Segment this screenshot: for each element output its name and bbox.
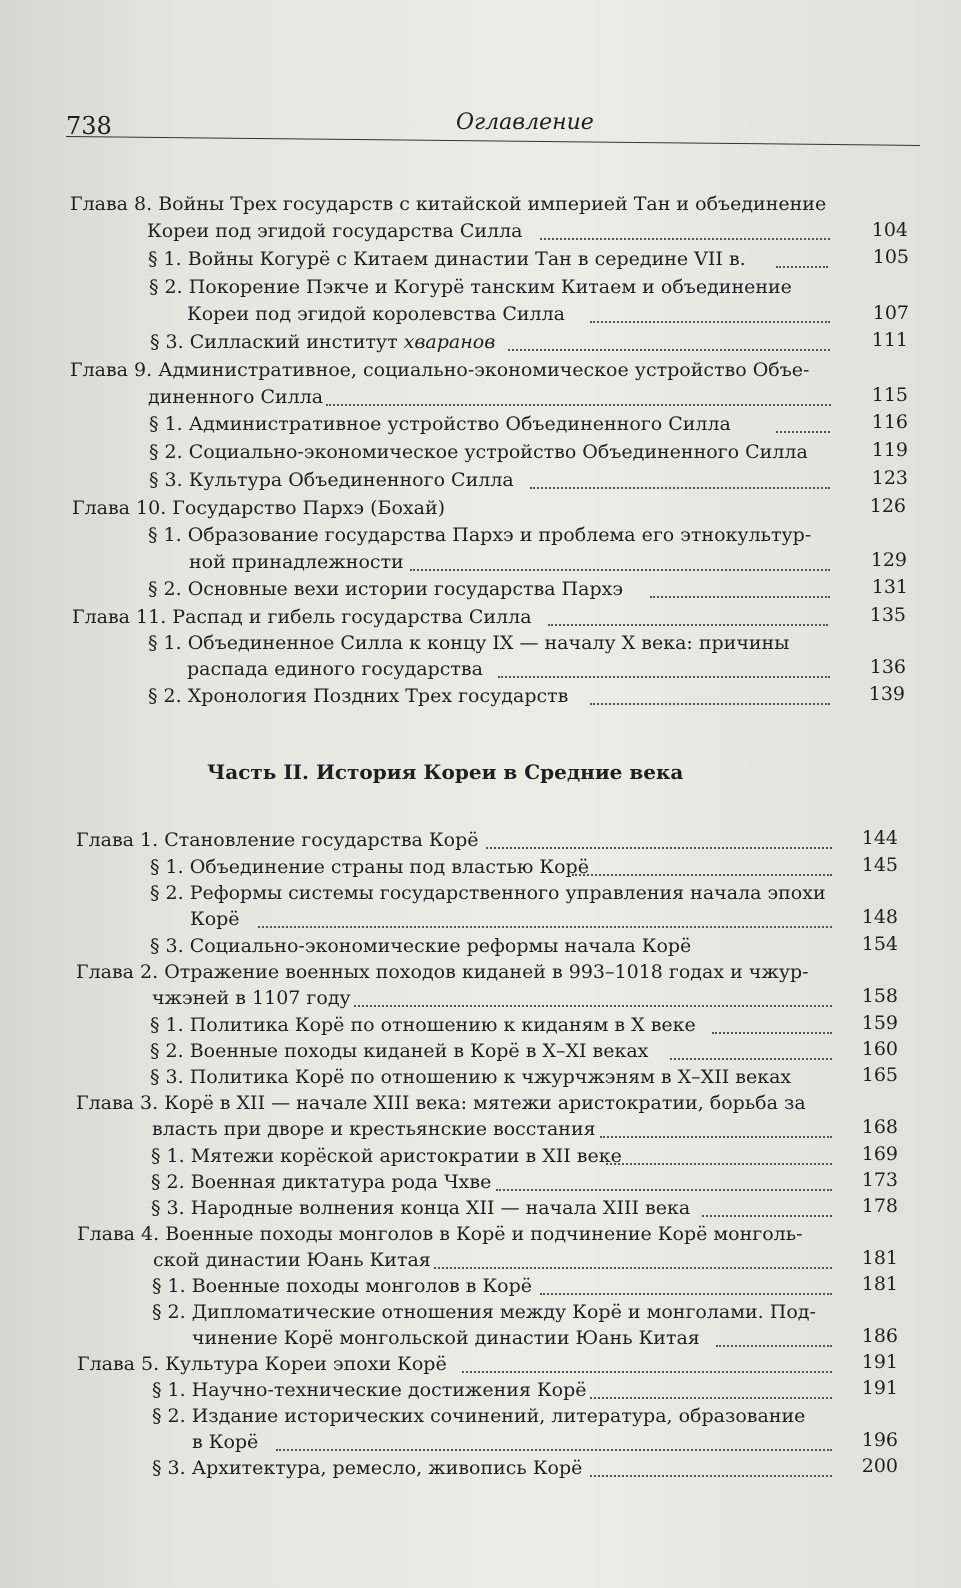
toc-section-line1: § 2. Покорение Пэкче и Когурё танским Китаем и объединение [149, 276, 792, 298]
leader-dots [600, 1136, 832, 1138]
toc-section: § 3. Социально-экономические реформы начала Корё [150, 935, 692, 957]
toc-section-italic: хваранов [403, 331, 496, 353]
toc-section [150, 329, 495, 355]
toc-chapter-4-line2: ской династии Юань Китая [153, 1249, 431, 1271]
toc-chapter-1: Глава 1. Становление государства Корё [76, 829, 479, 851]
toc-page-number: 159 [861, 1012, 898, 1034]
toc-section: § 1. Административное устройство Объединенного Силла [149, 413, 731, 435]
leader-dots [548, 624, 828, 626]
leader-dots [486, 847, 832, 849]
leader-dots [590, 1397, 832, 1399]
leader-dots [670, 1058, 832, 1060]
leader-dots [434, 1267, 832, 1269]
toc-page-number: 104 [871, 219, 908, 241]
toc-chapter-3-line2: власть при дворе и крестьянские восстания [152, 1118, 596, 1140]
page-number: 738 [66, 112, 112, 140]
toc-chapter-9-line1: Глава 9. Административное, социально-экономическое устройство Объе- [70, 359, 810, 381]
leader-dots [606, 1163, 832, 1165]
toc-page-number: 111 [871, 329, 908, 351]
toc-section: § 3. Политика Корё по отношению к чжурчжэням в X–XII веках [150, 1066, 792, 1088]
toc-section-line2: в Корё [192, 1431, 259, 1453]
toc-page-number: 144 [861, 827, 898, 849]
toc-section-line2: распада единого государства [187, 658, 483, 680]
toc-page-number: 119 [871, 439, 908, 461]
toc-chapter-3-line1: Глава 3. Корё в XII — начале XIII века: мятежи аристократии, борьба за [76, 1092, 806, 1114]
leader-dots [498, 676, 830, 678]
toc-section-line1: § 2. Реформы системы государственного управления начала эпохи [150, 882, 826, 904]
page-header [66, 110, 918, 140]
toc-section: § 2. Основные вехи истории государства Пархэ [148, 578, 623, 600]
leader-dots [508, 349, 830, 351]
toc-section: § 3. Архитектура, ремесло, живопись Корё [152, 1457, 583, 1479]
toc-page-number: 148 [861, 906, 898, 928]
toc-page-number: 173 [861, 1169, 898, 1191]
toc-page-number: 129 [870, 549, 907, 571]
leader-dots [540, 238, 830, 240]
leader-dots [702, 1215, 832, 1217]
toc-section: § 2. Хронология Поздних Трех государств [148, 685, 569, 707]
leader-dots [540, 1293, 832, 1295]
toc-section: § 1. Мятежи корёской аристократии в XII веке [151, 1145, 622, 1167]
running-title: Оглавление [456, 110, 594, 135]
toc-section-text: § 3. Силлаский институт [150, 331, 404, 353]
toc-page-number: 181 [861, 1273, 898, 1295]
leader-dots [572, 874, 832, 876]
toc-section-line1: § 1. Объединенное Силла к концу IX — началу X века: причины [148, 632, 790, 654]
toc-page-number: 131 [871, 576, 908, 598]
toc-section-line2: Корё [190, 908, 240, 930]
toc-section: § 1. Военные походы монголов в Корё [152, 1275, 533, 1297]
toc-chapter-2-line1: Глава 2. Отражение военных походов киданей в 993–1018 годах и чжур- [76, 961, 809, 983]
toc-section-line2: ной принадлежности [189, 551, 404, 573]
toc-page-number: 191 [861, 1351, 898, 1373]
toc-section: § 1. Войны Когурё с Китаем династии Тан в середине VII в. [148, 248, 746, 270]
toc-page-number: 186 [861, 1325, 898, 1347]
toc-section-line1: § 2. Издание исторических сочинений, литература, образование [152, 1405, 806, 1427]
toc-section-line2: Кореи под эгидой королевства Силла [187, 303, 566, 325]
toc-page-number: 123 [871, 467, 908, 489]
toc-chapter-4-line1: Глава 4. Военные походы монголов в Корё и подчинение Корё монголь- [77, 1223, 803, 1245]
toc-chapter-8-line1: Глава 8. Войны Трех государств с китайской империей Тан и объединение [70, 193, 827, 215]
toc-section: § 2. Военные походы киданей в Корё в X–XI веках [150, 1040, 649, 1062]
toc-page-number: 158 [861, 985, 898, 1007]
toc-page-number: 169 [861, 1143, 898, 1165]
toc-section: § 1. Научно-технические достижения Корё [152, 1379, 587, 1401]
toc-page-number: 165 [861, 1064, 898, 1086]
toc-chapter-5: Глава 5. Культура Кореи эпохи Корё [77, 1353, 447, 1375]
toc-page-number: 178 [861, 1195, 898, 1217]
leader-dots [590, 321, 830, 323]
toc-chapter-11: Глава 11. Распад и гибель государства Силла [72, 606, 532, 628]
toc-page-number: 154 [861, 933, 898, 955]
toc-section-line2: чинение Корё монгольской династии Юань Китая [192, 1327, 700, 1349]
leader-dots [776, 266, 828, 268]
toc-chapter-10: Глава 10. Государство Пархэ (Бохай) [72, 497, 446, 519]
toc-chapter-8-line2: Кореи под эгидой государства Силла [147, 220, 523, 242]
leader-dots [716, 1345, 832, 1347]
leader-dots [590, 1475, 832, 1477]
toc-page-number: 200 [861, 1455, 898, 1477]
leader-dots [354, 1005, 832, 1007]
toc-page-number: 105 [872, 246, 909, 268]
toc-chapter-9-line2: диненного Силла [148, 386, 324, 408]
toc-page-number: 196 [861, 1429, 898, 1451]
toc-section: § 1. Политика Корё по отношению к киданям в X веке [150, 1014, 696, 1036]
toc-page-number: 181 [861, 1247, 898, 1269]
leader-dots [326, 404, 831, 406]
leader-dots [410, 569, 830, 571]
toc-page-number: 107 [872, 302, 909, 324]
leader-dots [258, 926, 832, 928]
toc-page-number: 126 [869, 495, 906, 517]
leader-dots [530, 487, 830, 489]
part-heading: Часть II. История Кореи в Средние века [207, 760, 684, 784]
toc-page-number: 160 [861, 1038, 898, 1060]
toc-section: § 3. Народные волнения конца XII — начала XIII века [151, 1197, 691, 1219]
toc-page-number: 168 [861, 1116, 898, 1138]
leader-dots [590, 703, 830, 705]
toc-page-number: 136 [869, 656, 906, 678]
leader-dots [462, 1371, 832, 1373]
leader-dots [496, 1189, 832, 1191]
leader-dots [776, 431, 830, 433]
toc-section: § 2. Военная диктатура рода Чхве [151, 1171, 492, 1193]
leader-dots [650, 596, 830, 598]
leader-dots [712, 1032, 832, 1034]
toc-chapter-2-line2: чжэней в 1107 году [152, 987, 351, 1009]
toc-section: § 3. Культура Объединенного Силла [149, 469, 514, 491]
toc-section-line1: § 1. Образование государства Пархэ и проблема его этнокультур- [148, 524, 812, 546]
toc-page-number: 191 [861, 1377, 898, 1399]
toc-section: § 2. Социально-экономическое устройство Объединенного Силла [149, 441, 808, 463]
toc-page-number: 116 [871, 411, 908, 433]
toc-page-number: 135 [869, 604, 906, 626]
toc-section-line1: § 2. Дипломатические отношения между Корё и монголами. Под- [152, 1301, 816, 1323]
toc-page-number: 145 [861, 854, 898, 876]
leader-dots [276, 1449, 832, 1451]
toc-section: § 1. Объединение страны под властью Корё [150, 856, 589, 878]
toc-page-number: 115 [871, 384, 908, 406]
toc-page-number: 139 [868, 683, 905, 705]
